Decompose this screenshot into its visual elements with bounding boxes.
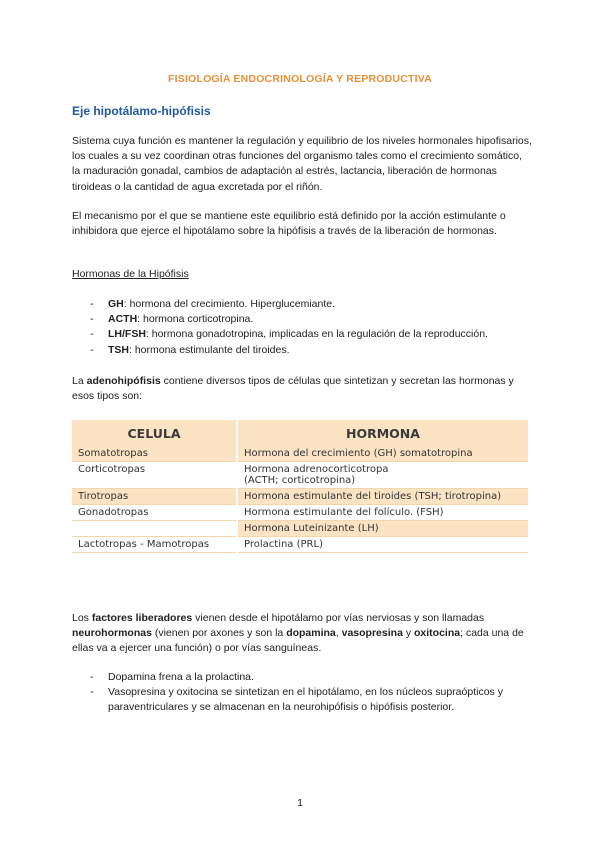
document-title: FISIOLOGÍA ENDOCRINOLOGÍA Y REPRODUCTIVA	[168, 73, 432, 85]
hormone-line: Hormona adrenocorticotropa	[244, 464, 389, 475]
page-number: 1	[297, 797, 303, 809]
table-row	[72, 489, 529, 505]
table-header-row	[72, 420, 529, 446]
table-row	[72, 505, 529, 521]
list-item	[90, 327, 530, 342]
hormone-name: Hormona estimulante del folículo. (FSH)	[237, 505, 529, 521]
table-row	[72, 537, 529, 553]
hormone-abbr: ACTH	[108, 313, 138, 326]
text-run: La	[72, 375, 87, 387]
hormone-desc: : hormona gonadotropina, implicadas en la regulación de la reproducción.	[145, 328, 488, 341]
table-row	[72, 462, 529, 489]
hormone-desc: : hormona estimulante del tiroides.	[129, 343, 290, 356]
paragraph-adenohipofisis	[72, 374, 532, 404]
text-run: vienen desde el hipotálamo por vías nerviosas y son llamadas	[192, 612, 485, 624]
text-run: ; cada una de ellas va a ejercer una función) o por vías sanguíneas.	[72, 627, 524, 655]
text-run: (vienen por axones y son la	[151, 627, 287, 640]
table-row	[72, 521, 529, 537]
bold-term: dopamina	[286, 627, 336, 640]
hormone-name	[237, 462, 529, 489]
hormones-subheading: Hormonas de la Hipófisis	[72, 268, 189, 280]
hormone-line: (ACTH; corticotropina)	[244, 475, 356, 486]
paragraph-liberating-factors	[72, 611, 532, 657]
hormone-abbr: TSH	[108, 343, 129, 356]
bold-term: neurohormonas	[72, 627, 152, 640]
list-item: - Dopamina frena a la prolactina.	[90, 670, 535, 685]
list-item	[90, 343, 530, 358]
hormone-name: Hormona Luteinizante (LH)	[237, 521, 529, 537]
section-heading: Eje hipotálamo-hipófisis	[72, 104, 211, 118]
bold-term: adenohipófisis	[86, 375, 161, 387]
bold-term: oxitocina	[414, 627, 461, 640]
cell-hormone-table	[72, 420, 530, 553]
text-run: ,	[335, 627, 342, 640]
text-run: y	[402, 627, 415, 640]
hormone-desc: : hormona corticotropina.	[137, 313, 254, 326]
list-item	[90, 312, 530, 327]
table-row	[72, 446, 529, 462]
hormone-abbr: GH	[108, 298, 124, 310]
hormone-name: Hormona estimulante del tiroides (TSH; tirotropina)	[237, 489, 529, 505]
list-item: - Vasopresina y oxitocina se sintetizan en el hipotálamo, en los núcleos supraópticos y paraventriculares y se almacenan en la neurohipófisis o hipófisis posterior.	[90, 685, 535, 715]
hormone-desc: : hormona del crecimiento. Hiperglucemiante.	[123, 298, 336, 310]
table-header-cell: CELULA	[72, 420, 237, 446]
bold-term: vasopresina	[341, 627, 403, 640]
text-run: contiene diversos tipos de células que sintetizan y secretan las hormonas y esos tipos son:	[72, 375, 514, 403]
hormone-abbr: LH/FSH	[108, 328, 146, 341]
list-item	[90, 297, 530, 312]
hormone-name: Prolactina (PRL)	[237, 537, 529, 553]
hormones-list	[90, 297, 530, 358]
bullet-list	[90, 670, 535, 716]
cell-type: Lactotropas - Mamotropas	[72, 537, 237, 553]
hormone-name: Hormona del crecimiento (GH) somatotropina	[237, 446, 529, 462]
cell-type: Gonadotropas	[72, 505, 237, 521]
bold-term: factores liberadores	[91, 612, 193, 624]
paragraph-intro: Sistema cuya función es mantener la regulación y equilibrio de los niveles hormonales hipofisarios, los cuales a su vez coordinan otras funciones del organismo tales como el crecimiento somático, la maduración gonadal, cambios de adaptación al estrés, lactancia, liberación de hormonas tiroideas o la cantidad de agua excretada por el riñón.	[72, 135, 532, 193]
text-run: Los	[72, 612, 92, 624]
cell-type: Somatotropas	[72, 446, 237, 462]
paragraph-mechanism: El mecanismo por el que se mantiene este equilibrio está definido por la acción estimulante o inhibidora que ejerce el hipotálamo sobre la hipófisis a través de la liberación de hormonas.	[72, 210, 506, 238]
cell-type	[72, 521, 237, 537]
cell-type: Corticotropas	[72, 462, 237, 489]
cell-type: Tirotropas	[72, 489, 237, 505]
table-header-cell: HORMONA	[237, 420, 529, 446]
